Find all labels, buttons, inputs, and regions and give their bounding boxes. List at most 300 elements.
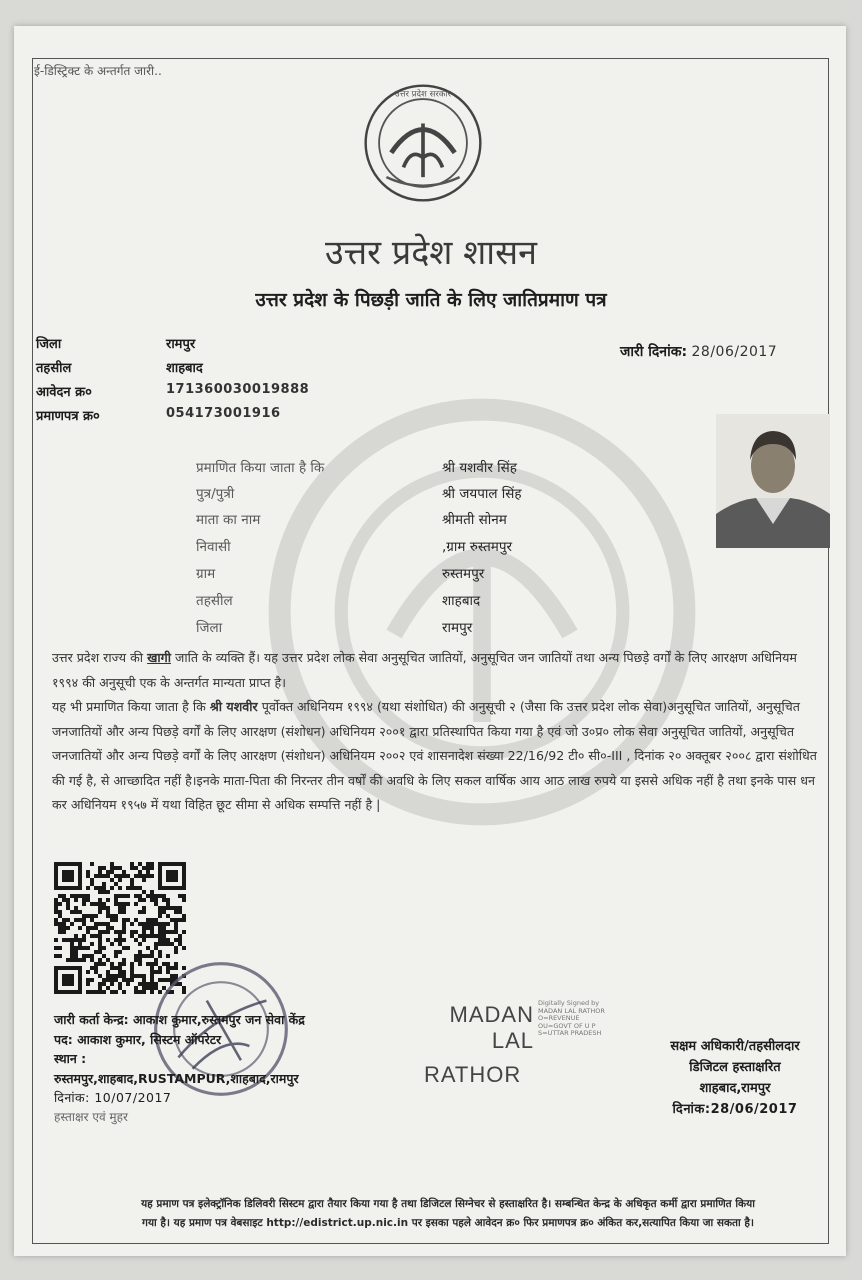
field-label-village: ग्राम [196, 566, 216, 582]
qr-module [130, 978, 134, 982]
qr-module [122, 902, 126, 906]
qr-module [178, 934, 182, 938]
qr-module [130, 922, 134, 926]
qr-module [166, 906, 170, 910]
qr-module [170, 930, 174, 934]
qr-module [170, 918, 174, 922]
qr-module [114, 966, 118, 970]
qr-module [118, 910, 122, 914]
qr-module [170, 942, 174, 946]
qr-module [154, 894, 158, 898]
qr-module [138, 886, 142, 890]
qr-module [98, 982, 102, 986]
qr-module [126, 874, 130, 878]
qr-module [182, 914, 186, 918]
qr-module [90, 978, 94, 982]
seal-note: हस्ताक्षर एवं मुहर [54, 1109, 128, 1124]
qr-module [162, 894, 166, 898]
qr-module [94, 886, 98, 890]
qr-module [114, 954, 118, 958]
qr-module [90, 958, 94, 962]
qr-module [174, 922, 178, 926]
field-label-district: जिला [196, 620, 223, 636]
qr-module [166, 938, 170, 942]
qr-module [122, 910, 126, 914]
qr-module [150, 862, 154, 866]
qr-module [166, 914, 170, 918]
qr-module [82, 914, 86, 918]
qr-module [86, 930, 90, 934]
qr-module [62, 930, 66, 934]
qr-module [134, 930, 138, 934]
qr-module [66, 902, 70, 906]
qr-module [118, 938, 122, 942]
district-value: रामपुर [166, 337, 196, 352]
qr-module [138, 990, 142, 994]
qr-module [178, 918, 182, 922]
qr-module [158, 910, 162, 914]
qr-module [138, 910, 142, 914]
qr-module [102, 922, 106, 926]
issuer-block [54, 1010, 434, 1127]
body-paragraph-2 [52, 695, 822, 818]
qr-module [130, 934, 134, 938]
qr-module [178, 906, 182, 910]
qr-module [78, 946, 82, 950]
qr-module [150, 930, 154, 934]
qr-module [158, 930, 162, 934]
qr-module [98, 922, 102, 926]
qr-module [138, 862, 142, 866]
field-label-mother: माता का नाम [196, 512, 261, 528]
qr-module [94, 926, 98, 930]
qr-module [178, 942, 182, 946]
qr-module [142, 866, 146, 870]
qr-module [182, 918, 186, 922]
qr-module [158, 926, 162, 930]
qr-module [134, 986, 138, 990]
qr-module [102, 902, 106, 906]
certificate-number: 054173001916 [166, 406, 281, 421]
qr-module [142, 926, 146, 930]
applicant-photo-icon [716, 414, 830, 548]
qr-module [130, 930, 134, 934]
qr-module [142, 938, 146, 942]
qr-module [142, 974, 146, 978]
qr-module [98, 910, 102, 914]
qr-module [70, 958, 74, 962]
qr-module [98, 958, 102, 962]
qr-module [98, 946, 102, 950]
qr-module [178, 910, 182, 914]
field-value-name: श्री यशवीर सिंह [442, 460, 517, 476]
qr-module [86, 982, 90, 986]
issuer-place-label: स्थान : [54, 1051, 87, 1066]
qr-module [154, 922, 158, 926]
qr-module [86, 926, 90, 930]
qr-module [150, 950, 154, 954]
qr-module [102, 930, 106, 934]
qr-module [94, 970, 98, 974]
qr-module [62, 926, 66, 930]
authority-signed: डिजिटल हस्ताक्षरित [689, 1060, 781, 1075]
qr-module [102, 990, 106, 994]
qr-module [58, 902, 62, 906]
qr-module [114, 914, 118, 918]
qr-module [94, 922, 98, 926]
qr-module [146, 862, 150, 866]
qr-module [134, 938, 138, 942]
qr-module [150, 934, 154, 938]
qr-module [106, 930, 110, 934]
qr-module [138, 974, 142, 978]
qr-module [66, 898, 70, 902]
qr-module [118, 942, 122, 946]
qr-module [134, 874, 138, 878]
qr-module [134, 902, 138, 906]
qr-module [110, 966, 114, 970]
qr-module [114, 978, 118, 982]
applicant-name: श्री यशवीर [209, 699, 258, 714]
qr-module [130, 970, 134, 974]
qr-module [158, 942, 162, 946]
qr-module [98, 986, 102, 990]
qr-module [110, 990, 114, 994]
authority-place: शाहबाद,रामपुर [699, 1081, 771, 1096]
qr-module [54, 938, 58, 942]
qr-module [98, 874, 102, 878]
issuer-center: जारी कर्ता केन्द्र: आकाश कुमार,रुस्तमपुर जन सेवा केंद्र [54, 1012, 305, 1027]
qr-module [142, 890, 146, 894]
qr-module [174, 910, 178, 914]
qr-module [58, 930, 62, 934]
qr-module [106, 958, 110, 962]
qr-module [90, 882, 94, 886]
qr-module [106, 870, 110, 874]
qr-module [134, 918, 138, 922]
qr-module [110, 978, 114, 982]
qr-module [122, 970, 126, 974]
qr-module [106, 898, 110, 902]
qr-module [62, 918, 66, 922]
qr-module [98, 942, 102, 946]
qr-module [162, 938, 166, 942]
qr-module [122, 918, 126, 922]
qr-module [82, 902, 86, 906]
qr-module [70, 910, 74, 914]
qr-module [110, 886, 114, 890]
qr-module [154, 898, 158, 902]
qr-module [98, 930, 102, 934]
qr-module [106, 978, 110, 982]
qr-module [86, 870, 90, 874]
qr-module [78, 894, 82, 898]
qr-module [82, 894, 86, 898]
qr-module [182, 898, 186, 902]
qr-module [106, 926, 110, 930]
qr-module [166, 922, 170, 926]
qr-module [58, 954, 62, 958]
qr-module [114, 874, 118, 878]
qr-module [74, 898, 78, 902]
qr-module [134, 958, 138, 962]
qr-module [130, 962, 134, 966]
qr-module [122, 922, 126, 926]
qr-module [150, 918, 154, 922]
qr-module [86, 914, 90, 918]
qr-module [106, 914, 110, 918]
qr-module [162, 898, 166, 902]
issue-date-label: जारी दिनांक: [620, 344, 688, 360]
qr-module [142, 934, 146, 938]
qr-module [94, 966, 98, 970]
qr-module [122, 906, 126, 910]
qr-module [134, 866, 138, 870]
qr-module [66, 938, 70, 942]
issuer-date: दिनांक: 10/07/2017 [54, 1090, 172, 1105]
qr-module [58, 922, 62, 926]
qr-module [122, 894, 126, 898]
issue-date [620, 342, 777, 361]
qr-module [66, 906, 70, 910]
qr-module [54, 918, 58, 922]
field-label-certified: प्रमाणित किया जाता है कि [196, 460, 325, 476]
field-label-resident: निवासी [196, 539, 231, 555]
qr-module [78, 910, 82, 914]
qr-module [174, 930, 178, 934]
qr-module [142, 906, 146, 910]
qr-module [134, 974, 138, 978]
qr-module [86, 990, 90, 994]
qr-module [90, 966, 94, 970]
qr-module [78, 938, 82, 942]
qr-module [122, 962, 126, 966]
qr-module [98, 870, 102, 874]
qr-module [110, 878, 114, 882]
qr-module [142, 990, 146, 994]
qr-module [62, 898, 66, 902]
qr-module [126, 982, 130, 986]
qr-module [162, 926, 166, 930]
qr-module [86, 970, 90, 974]
field-value-mother: श्रीमती सोनम [442, 512, 507, 528]
qr-module [118, 974, 122, 978]
qr-module [150, 922, 154, 926]
signature-line-1: MADAN [449, 1002, 534, 1027]
qr-module [102, 982, 106, 986]
qr-module [90, 902, 94, 906]
qr-module [102, 874, 106, 878]
qr-module [98, 898, 102, 902]
qr-module [82, 946, 86, 950]
qr-module [86, 886, 90, 890]
qr-module [74, 894, 78, 898]
qr-module [134, 990, 138, 994]
qr-module [114, 990, 118, 994]
qr-module [182, 894, 186, 898]
qr-module [102, 882, 106, 886]
qr-module [110, 962, 114, 966]
body-text: उत्तर प्रदेश राज्य की [52, 650, 144, 665]
qr-module [138, 874, 142, 878]
qr-module [118, 982, 122, 986]
qr-module [74, 910, 78, 914]
qr-module [90, 878, 94, 882]
footer-line-1: यह प्रमाण पत्र इलेक्ट्रॉनिक डिलिवरी सिस्टम द्वारा तैयार किया गया है तथा डिजिटल सिग्नेचर से हस्ताक्षरित है। सम्बन्धित केन्द्र के अधिकृत कर्मी द्वारा प्रमाणित किया [141, 1198, 755, 1210]
qr-module [114, 918, 118, 922]
issuer-place: रुस्तमपुर,शाहबाद,RUSTAMPUR,शाहबाद,रामपुर [54, 1070, 299, 1086]
digital-signature-name [444, 1002, 534, 1054]
qr-module [110, 974, 114, 978]
qr-module [118, 950, 122, 954]
qr-module [58, 914, 62, 918]
qr-module [90, 934, 94, 938]
qr-module [78, 926, 82, 930]
qr-module [94, 950, 98, 954]
qr-module [58, 910, 62, 914]
qr-module [170, 906, 174, 910]
qr-module [114, 882, 118, 886]
qr-module [162, 906, 166, 910]
qr-module [102, 954, 106, 958]
body-text: जाति के व्यक्ति हैं। यह उत्तर प्रदेश लोक सेवा अनुसूचित जातियों, अनुसूचित जन जातियों तथा अन्य पिछड़े वर्गों के लिए आरक्षण अधिनियम १९९४ की अनुसूची एक के अन्तर्गत मान्यता प्राप्त है। [52, 650, 797, 690]
qr-module [142, 986, 146, 990]
qr-module [74, 950, 78, 954]
qr-module [134, 894, 138, 898]
qr-module [54, 906, 58, 910]
qr-module [154, 902, 158, 906]
up-state-emblem-icon [362, 82, 484, 204]
qr-module [122, 946, 126, 950]
qr-module [102, 962, 106, 966]
qr-module [78, 942, 82, 946]
qr-module [118, 986, 122, 990]
qr-module [142, 910, 146, 914]
qr-module [114, 974, 118, 978]
qr-module [118, 930, 122, 934]
qr-module [90, 862, 94, 866]
field-value-resident: ,ग्राम रुस्तमपुर [442, 539, 513, 555]
qr-module [138, 982, 142, 986]
qr-module [110, 914, 114, 918]
qr-module [150, 874, 154, 878]
qr-module [106, 922, 110, 926]
qr-module [58, 926, 62, 930]
authority-block [640, 1036, 830, 1120]
qr-module [118, 934, 122, 938]
qr-module [70, 950, 74, 954]
qr-module [114, 902, 118, 906]
qr-module [166, 902, 170, 906]
qr-module [54, 898, 58, 902]
qr-module [114, 894, 118, 898]
qr-module [146, 934, 150, 938]
qr-module [146, 870, 150, 874]
application-label: आवेदन क्र० [36, 385, 92, 400]
qr-module [126, 902, 130, 906]
qr-module [146, 866, 150, 870]
qr-module [74, 918, 78, 922]
qr-module [162, 910, 166, 914]
qr-module [126, 894, 130, 898]
qr-module [146, 926, 150, 930]
qr-module [82, 938, 86, 942]
qr-module [130, 886, 134, 890]
qr-module [98, 962, 102, 966]
qr-module [118, 970, 122, 974]
qr-module [78, 958, 82, 962]
qr-module [98, 974, 102, 978]
qr-module [138, 894, 142, 898]
qr-module [174, 918, 178, 922]
qr-module [86, 874, 90, 878]
qr-module [174, 926, 178, 930]
qr-module [122, 926, 126, 930]
qr-module [182, 946, 186, 950]
qr-module [154, 918, 158, 922]
qr-module [70, 942, 74, 946]
qr-module [98, 906, 102, 910]
qr-module [110, 862, 114, 866]
qr-module [122, 974, 126, 978]
qr-module [82, 958, 86, 962]
qr-module [114, 898, 118, 902]
qr-module [70, 894, 74, 898]
qr-module [114, 950, 118, 954]
qr-module [118, 886, 122, 890]
qr-module [166, 942, 170, 946]
qr-module [98, 934, 102, 938]
tehsil-value: शाहबाद [166, 361, 203, 376]
qr-module [114, 930, 118, 934]
application-number: 171360030019888 [166, 382, 310, 397]
qr-module [106, 910, 110, 914]
qr-module [98, 902, 102, 906]
qr-module [74, 934, 78, 938]
qr-module [118, 966, 122, 970]
body-text: यह भी प्रमाणित किया जाता है कि [52, 699, 206, 714]
qr-module [90, 990, 94, 994]
qr-module [110, 942, 114, 946]
signature-line-2: LAL [491, 1028, 534, 1053]
top-note: ई-डिस्ट्रिक्ट के अन्तर्गत जारी.. [34, 64, 162, 78]
qr-module [94, 902, 98, 906]
qr-module [118, 874, 122, 878]
qr-module [158, 938, 162, 942]
qr-module [98, 886, 102, 890]
qr-module [158, 894, 162, 898]
qr-module [122, 870, 126, 874]
field-label-tehsil: तहसील [196, 593, 233, 609]
applicant-photo [716, 414, 830, 548]
qr-module [118, 902, 122, 906]
qr-module [74, 946, 78, 950]
certificate-body [52, 646, 822, 818]
qr-module [66, 926, 70, 930]
qr-module [118, 866, 122, 870]
footer-note [48, 1195, 848, 1233]
qr-module [102, 946, 106, 950]
qr-module [82, 918, 86, 922]
qr-module [154, 934, 158, 938]
issue-date-value: 28/06/2017 [691, 344, 778, 360]
qr-module [142, 954, 146, 958]
qr-module [74, 954, 78, 958]
qr-module [138, 958, 142, 962]
qr-module [146, 946, 150, 950]
field-label-son-daughter: पुत्र/पुत्री [196, 486, 235, 502]
emblem-text: उत्तर प्रदेश सरकार [394, 89, 452, 100]
